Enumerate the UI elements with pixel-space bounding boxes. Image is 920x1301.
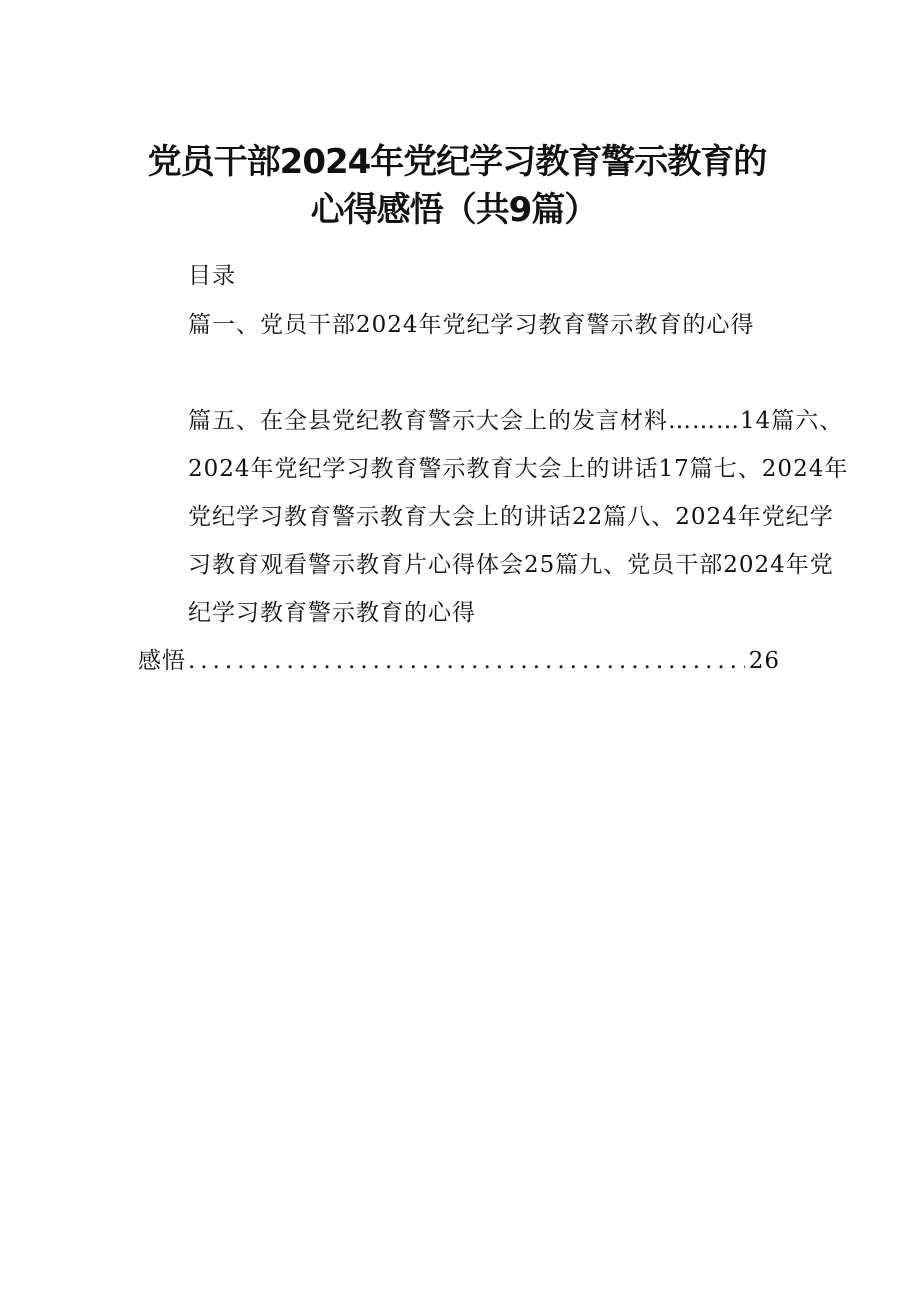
- toc-entry-label: 感悟: [138, 648, 186, 674]
- toc-paragraph-line[interactable]: 2024年党纪学习教育警示教育大会上的讲话17篇七、2024年: [188, 456, 849, 482]
- toc-heading: 目录: [188, 263, 236, 289]
- toc-paragraph-line[interactable]: 篇五、在全县党纪教育警示大会上的发言材料………14篇六、: [188, 408, 844, 434]
- toc-page-number: 26: [748, 648, 780, 674]
- document-title-line-2: 心得感悟（共9篇）: [310, 190, 598, 230]
- toc-paragraph-line[interactable]: 纪学习教育警示教育的心得: [188, 600, 476, 626]
- toc-entry[interactable]: 篇一、党员干部2024年党纪学习教育警示教育的心得: [188, 312, 755, 338]
- toc-paragraph-line[interactable]: 习教育观看警示教育片心得体会25篇九、党员干部2024年党: [188, 552, 834, 578]
- dot-leader: [188, 646, 745, 676]
- toc-paragraph-line[interactable]: 党纪学习教育警示教育大会上的讲话22篇八、2024年党纪学: [188, 504, 834, 530]
- document-title-line-1: 党员干部2024年党纪学习教育警示教育的: [147, 142, 767, 182]
- toc-entry-last[interactable]: [138, 646, 780, 676]
